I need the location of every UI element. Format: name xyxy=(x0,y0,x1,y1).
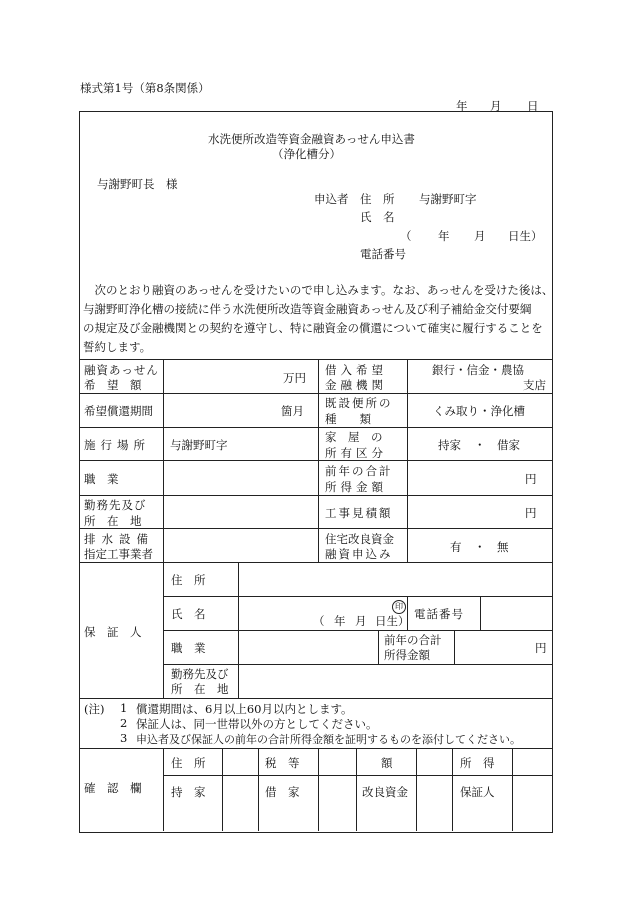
applicant-address-label: 住 所 xyxy=(360,192,395,206)
body-line-4: 誓約します。 xyxy=(83,340,152,354)
note-3-num: 3 xyxy=(120,731,128,745)
form-subtitle: （浄化槽分） xyxy=(272,147,341,161)
contractor-label-1: 排水設備 xyxy=(84,532,154,546)
period-unit: 箇月 xyxy=(281,404,304,418)
confirm-r1-c2: 税 等 xyxy=(265,756,300,770)
contractor-label-2: 指定工事業者 xyxy=(84,547,153,561)
guarantor-workplace-label-2: 所 在 地 xyxy=(171,682,229,696)
applicant-address-value[interactable]: 与謝野町字 xyxy=(419,192,477,206)
ownership-sep: ・ xyxy=(474,438,486,452)
job-label: 職 業 xyxy=(84,472,119,486)
body-line-2: 与謝野町浄化槽の接続に伴う水洗便所改造等資金融資あっせん及び利子補給金交付要綱 xyxy=(83,302,532,316)
addressee: 与謝野町長 様 xyxy=(97,177,178,191)
housing-loan-value-a[interactable]: 有 xyxy=(450,540,462,554)
confirm-r1-c4: 所 得 xyxy=(460,756,495,770)
date-day: 日 xyxy=(527,99,539,113)
guarantor-workplace-label-1: 勤務先及び xyxy=(171,667,229,681)
ownership-label-2: 所有区分 xyxy=(325,446,387,460)
note-2-text: 保証人は、同一世帯以外の方としてください。 xyxy=(136,717,378,731)
body-line-1: 次のとおり融資のあっせんを受けたいので申し込みます。なお、あっせんを受けた後は、 xyxy=(83,283,554,297)
applicant-name-label: 氏 名 xyxy=(360,210,395,224)
note-1-num: 1 xyxy=(120,701,128,715)
housing-loan-value-b[interactable]: 無 xyxy=(497,540,509,554)
ownership-value-b[interactable]: 借家 xyxy=(497,438,520,452)
applicant-birth-day: 日生） xyxy=(508,229,543,243)
loan-amount-label-2: 希 望 額 xyxy=(84,378,142,392)
ownership-value-a[interactable]: 持家 xyxy=(438,438,461,452)
guarantor-birth-year: 年 xyxy=(334,614,346,628)
body-line-3: の規定及び金融機関との契約を遵守し、特に融資金の償還について確実に履行することを xyxy=(83,321,543,335)
form-title: 水洗便所改造等資金融資あっせん申込書 xyxy=(208,132,415,146)
period-label: 希望償還期間 xyxy=(84,404,153,418)
confirm-r2-c1: 持 家 xyxy=(171,785,206,799)
note-2-num: 2 xyxy=(120,716,128,730)
confirm-r2-c4: 保証人 xyxy=(460,785,495,799)
guarantor-address-label: 住 所 xyxy=(171,573,206,587)
note-3-text: 申込者及び保証人の前年の合計所得金額を証明するものを添付してください。 xyxy=(136,733,521,746)
ownership-label-1: 家 屋 の xyxy=(325,430,383,444)
housing-loan-sep: ・ xyxy=(474,540,486,554)
confirm-label: 確 認 欄 xyxy=(84,781,142,795)
bank-label-2: 金融機関 xyxy=(325,378,387,392)
applicant-phone-label: 電話番号 xyxy=(360,247,406,261)
applicant-birth-open: （ xyxy=(400,229,412,243)
bank-branch: 支店 xyxy=(523,378,546,392)
form-label: 様式第1号（第8条関係） xyxy=(80,81,210,95)
guarantor-section-label: 保 証 人 xyxy=(84,625,142,639)
housing-loan-label-2: 融資申込み xyxy=(325,547,393,561)
income-label-1: 前年の合計 xyxy=(325,464,393,478)
toilet-type-label-1: 既設便所の xyxy=(325,396,393,410)
toilet-type-value[interactable]: くみ取り・浄化槽 xyxy=(433,404,525,418)
bank-label-1: 借入希望 xyxy=(325,363,387,377)
income-unit: 円 xyxy=(525,472,537,486)
confirm-r1-c3: 額 xyxy=(381,756,393,770)
applicant-label: 申込者 xyxy=(314,192,349,206)
site-label: 施行場所 xyxy=(84,438,150,452)
date-month: 月 xyxy=(490,99,502,113)
guarantor-birth-open: （ xyxy=(313,614,325,628)
income-label-2: 所得金額 xyxy=(325,480,387,494)
guarantor-job-label: 職 業 xyxy=(171,641,206,655)
guarantor-birth-day: 日生） xyxy=(375,614,410,628)
applicant-birth-year: 年 xyxy=(438,229,450,243)
estimate-label: 工事見積額 xyxy=(325,506,393,520)
bank-options[interactable]: 銀行・信金・農協 xyxy=(432,363,524,377)
guarantor-income-unit: 円 xyxy=(535,641,547,655)
guarantor-income-label-2: 所得金額 xyxy=(384,648,430,662)
guarantor-income-label-1: 前年の合計 xyxy=(384,633,442,647)
guarantor-birth-month: 月 xyxy=(355,614,367,628)
notes-prefix: (注) xyxy=(84,702,105,716)
applicant-birth-month: 月 xyxy=(474,229,486,243)
estimate-unit: 円 xyxy=(525,506,537,520)
note-1-text: 償還期間は、6月以上60月以内とします。 xyxy=(136,702,353,716)
loan-amount-unit: 万円 xyxy=(283,371,306,385)
date-year: 年 xyxy=(456,99,468,113)
guarantor-phone-label: 電話番号 xyxy=(414,607,464,621)
guarantor-seal: 印 xyxy=(392,598,406,614)
confirm-r2-c3: 改良資金 xyxy=(362,785,408,799)
confirm-r2-c2: 借 家 xyxy=(265,785,300,799)
site-value[interactable]: 与謝野町字 xyxy=(170,438,228,452)
confirm-r1-c1: 住 所 xyxy=(171,756,206,770)
toilet-type-label-2: 種 類 xyxy=(325,412,371,426)
guarantor-name-label: 氏 名 xyxy=(171,607,206,621)
workplace-label-1: 勤務先及び xyxy=(84,498,147,512)
loan-amount-label-1: 融資あっせん xyxy=(84,363,159,377)
workplace-label-2: 所 在 地 xyxy=(84,514,142,528)
housing-loan-label-1: 住宅改良資金 xyxy=(325,532,394,546)
